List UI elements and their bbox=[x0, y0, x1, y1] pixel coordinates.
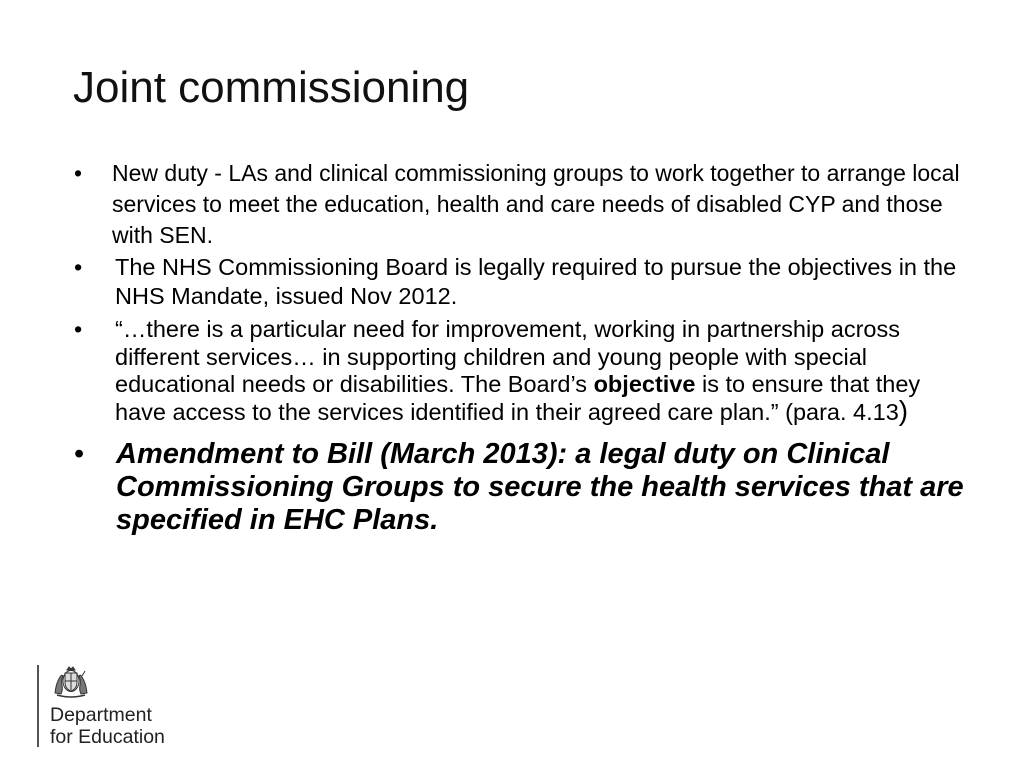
closing-paren: ) bbox=[898, 394, 909, 426]
bullet-item bbox=[70, 158, 975, 251]
emphasis-objective: objective bbox=[593, 371, 696, 397]
bullet-text: The NHS Commissioning Board is legally required to pursue the objectives in the NHS Mandate, issued Nov 2012. bbox=[115, 254, 957, 309]
bullet-icon: • bbox=[74, 316, 83, 342]
logo-line-for-education: for Education bbox=[50, 726, 165, 748]
bullet-icon: • bbox=[74, 438, 85, 470]
quote-text: “…there is a particular need for improvement, working in partnership across different services… in supporting children and young people with special educational needs or disabilities. The Board’s bbox=[115, 316, 900, 397]
bullet-text-emphasized: Amendment to Bill (March 2013): a legal duty on Clinical Commissioning Groups to secure the health services that are specified in EHC Plans. bbox=[116, 438, 964, 536]
bullet-list bbox=[70, 158, 975, 537]
slide-title: Joint commissioning bbox=[73, 63, 470, 112]
logo-line-department: Department bbox=[50, 704, 152, 726]
bullet-text bbox=[70, 316, 975, 426]
quote-text-continued: is to ensure that they have access to the services identified in their agreed care plan.” (para. 4.13 bbox=[115, 371, 921, 425]
logo-divider bbox=[37, 665, 39, 747]
bullet-icon: • bbox=[74, 254, 83, 280]
bullet-item bbox=[70, 253, 975, 311]
royal-coat-of-arms-icon bbox=[51, 665, 91, 699]
bullet-item bbox=[70, 438, 975, 537]
bullet-icon: • bbox=[74, 160, 83, 186]
bullet-item bbox=[70, 316, 975, 426]
bullet-text: New duty - LAs and clinical commissioning groups to work together to arrange local services to meet the education, health and care needs of disabled CYP and those with SEN. bbox=[112, 160, 960, 248]
logo-text bbox=[50, 704, 165, 748]
dfe-logo bbox=[37, 665, 187, 750]
